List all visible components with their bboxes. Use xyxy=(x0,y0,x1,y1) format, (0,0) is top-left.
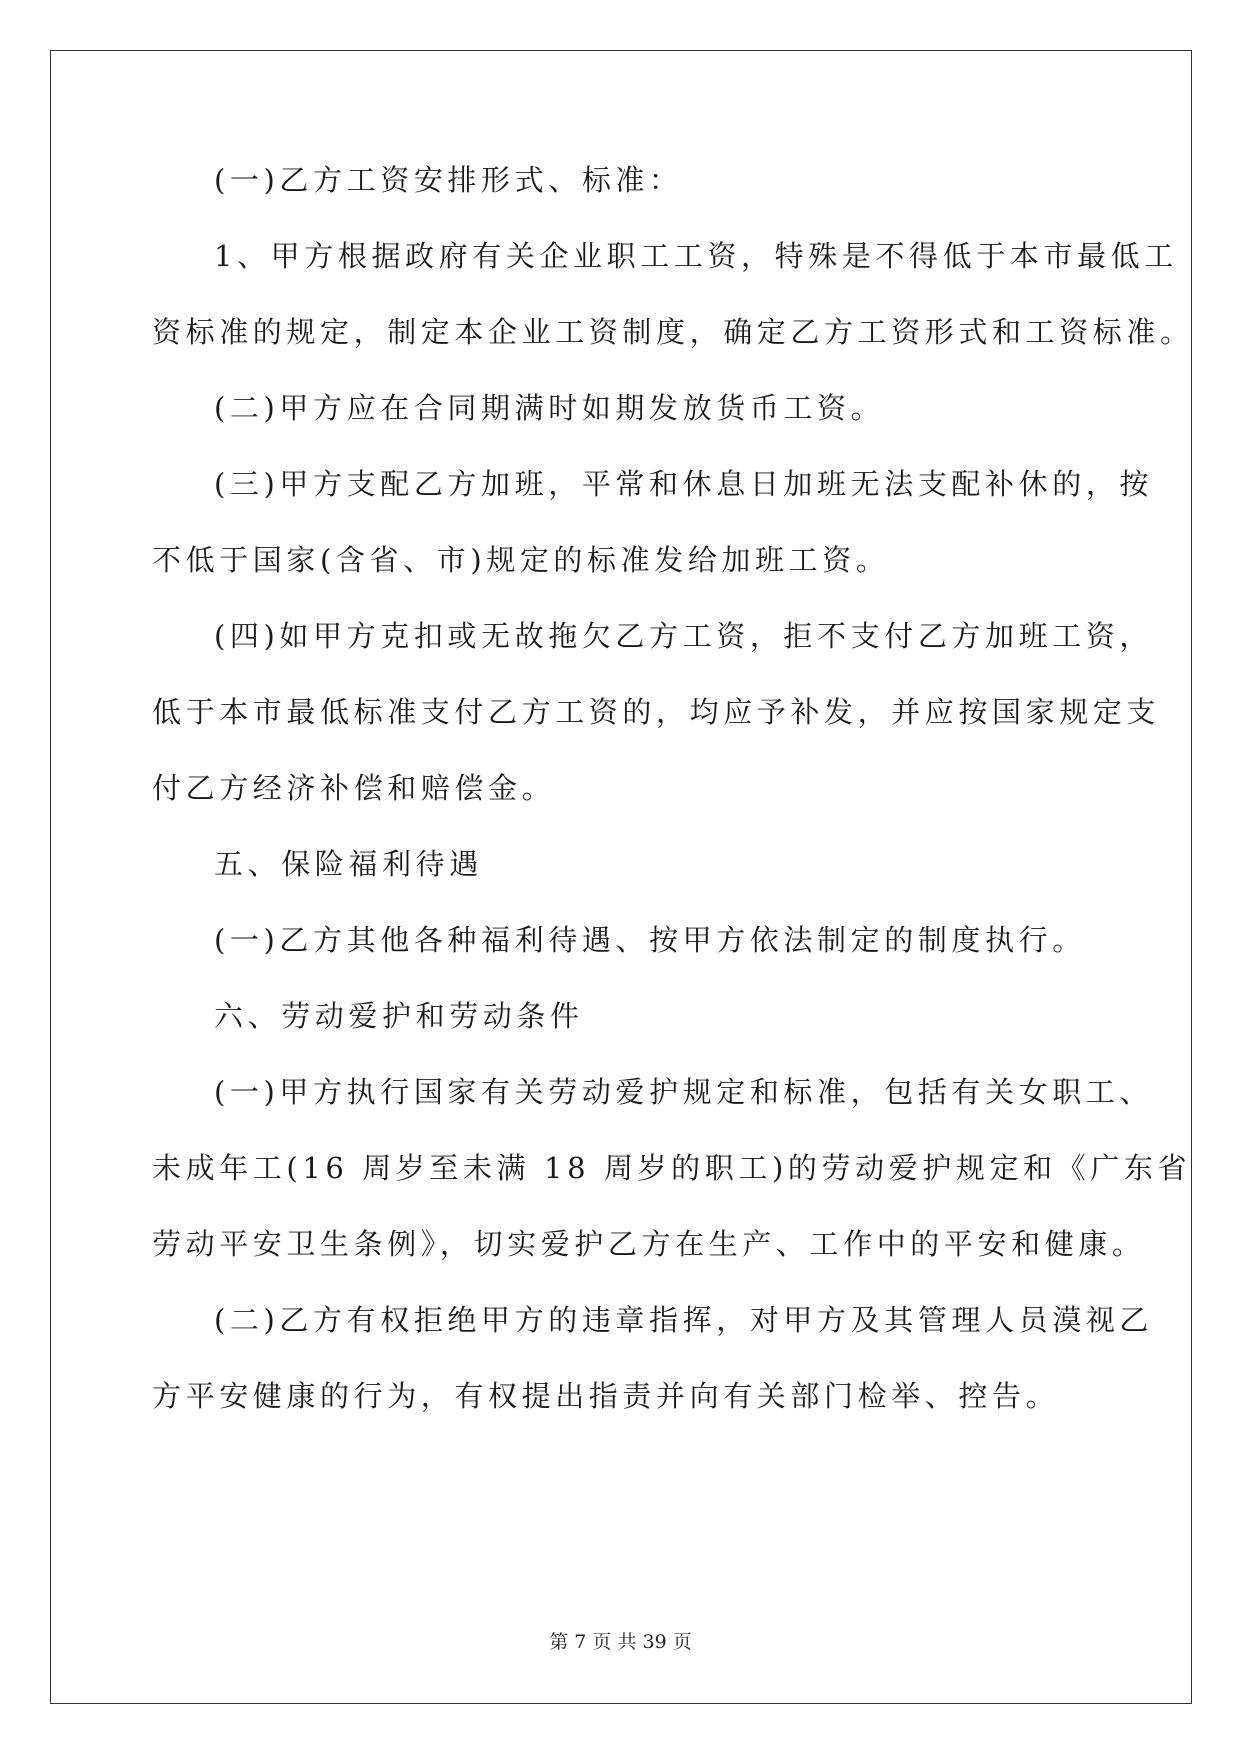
paragraph-wage-standard-line1: 1、甲方根据政府有关企业职工工资，特殊是不得低于本市最低工 xyxy=(214,239,1178,273)
paragraph-protection-line3: 劳动平安卫生条例》，切实爱护乙方在生产、工作中的平安和健康。 xyxy=(152,1227,1146,1261)
paragraph-protection-line2: 未成年工(16 周岁至未满 18 周岁的职工)的劳动爱护规定和《广东省 xyxy=(152,1151,1192,1185)
paragraph-protection-line1: (一)甲方执行国家有关劳动爱护规定和标准，包括有关女职工、 xyxy=(214,1075,1154,1109)
paragraph-welfare: (一)乙方其他各种福利待遇、按甲方依法制定的制度执行。 xyxy=(214,923,1086,957)
paragraph-refusal-line1: (二)乙方有权拒绝甲方的违章指挥，对甲方及其管理人员漠视乙 xyxy=(214,1303,1154,1337)
paragraph-arrears-line2: 低于本市最低标准支付乙方工资的，均应予补发，并应按国家规定支 xyxy=(152,695,1161,729)
paragraph-overtime-line2: 不低于国家(含省、市)规定的标准发给加班工资。 xyxy=(152,543,890,577)
paragraph-wage-form-heading: (一)乙方工资安排形式、标准： xyxy=(214,163,683,197)
page-number-footer: 第 7 页 共 39 页 xyxy=(549,1631,692,1653)
paragraph-wage-payment: (二)甲方应在合同期满时如期发放货币工资。 xyxy=(214,391,885,425)
paragraph-overtime-line1: (三)甲方支配乙方加班，平常和休息日加班无法支配补休的，按 xyxy=(214,467,1154,501)
section-heading-labor-protection: 六、劳动爱护和劳动条件 xyxy=(214,999,584,1033)
paragraph-refusal-line2: 方平安健康的行为，有权提出指责并向有关部门检举、控告。 xyxy=(152,1379,1060,1413)
paragraph-arrears-line3: 付乙方经济补偿和赔偿金。 xyxy=(152,771,556,805)
section-heading-insurance: 五、保险福利待遇 xyxy=(214,847,483,881)
paragraph-wage-standard-line2: 资标准的规定，制定本企业工资制度，确定乙方工资形式和工资标准。 xyxy=(152,315,1194,349)
paragraph-arrears-line1: (四)如甲方克扣或无故拖欠乙方工资，拒不支付乙方加班工资， xyxy=(214,619,1154,653)
